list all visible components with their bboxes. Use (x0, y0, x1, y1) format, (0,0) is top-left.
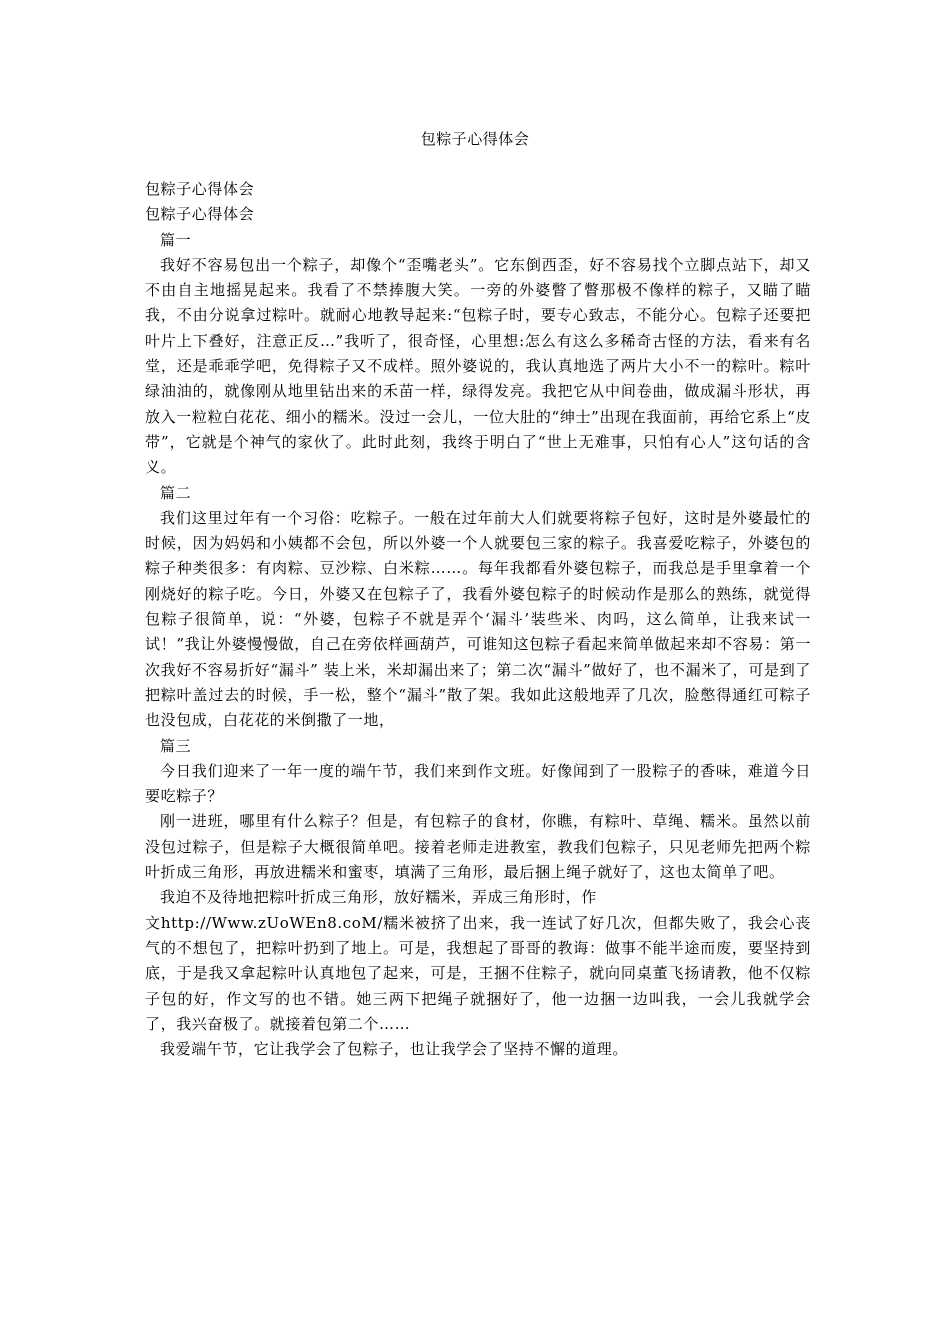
section-2-paragraph: 我们这里过年有一个习俗：吃粽子。一般在过年前大人们就要将粽子包好，这时是外婆最忙的时候，因为妈妈和小姨都不会包，所以外婆一个人就要包三家的粽子。我喜爱吃粽子，外婆包的粽子种类很多：有肉粽、豆沙粽、白米粽……。每年我都看外婆包粽子，而我总是手里拿着一个刚烧好的粽子吃。今日，外婆又在包粽子了，我看外婆包粽子的时候动作是那么的熟练，就觉得包粽子很简单，说：“外婆，包粽子不就是弄个‘漏斗’装些米、肉吗，这么简单，让我来试一试！”我让外婆慢慢做，自己在旁依样画葫芦，可谁知这包粽子看起来简单做起来却不容易：第一次我好不容易折好“漏斗” 装上米，米却漏出来了；第二次“漏斗”做好了，也不漏米了，可是到了把粽叶盖过去的时候，手一松，整个“漏斗”散了架。我如此这般地弄了几次，脸憋得通红可粽子也没包成，白花花的米倒撒了一地， (145, 508, 811, 730)
heading-primary: 包粽子心得体会 (145, 180, 255, 198)
section-3-paragraph-3: 我迫不及待地把粽叶折成三角形，放好糯米，弄成三角形时，作 (160, 888, 597, 907)
document-body (145, 177, 811, 1062)
section-label-1: 篇一 (160, 230, 192, 249)
section-label-2: 篇二 (160, 483, 192, 502)
section-3-paragraph-5: 我爱端午节，它让我学会了包粽子，也让我学会了坚持不懈的道理。 (160, 1040, 629, 1059)
section-3-paragraph-1: 今日我们迎来了一年一度的端午节，我们来到作文班。好像闻到了一股粽子的香味，难道今日要吃粽子？ (145, 761, 811, 806)
section-1-paragraph: 我好不容易包出一个粽子，却像个“歪嘴老头”。它东倒西歪，好不容易找个立脚点站下，却又不由自主地摇晃起来。我看了不禁捧腹大笑。一旁的外婆瞥了瞥那极不像样的粽子，又瞄了瞄我，不由分说拿过粽叶。就耐心地教导起来:“包粽子时，要专心致志，不能分心。包粽子还要把叶片上下叠好，注意正反…”我听了，很奇怪，心里想:怎么有这么多稀奇古怪的方法，看来有名堂，还是乖乖学吧，免得粽子又不成样。照外婆说的，我认真地选了两片大小不一的粽叶。粽叶绿油油的，就像刚从地里钻出来的禾苗一样，绿得发亮。我把它从中间卷曲，做成漏斗形状，再放入一粒粒白花花、细小的糯米。没过一会儿，一位大肚的“绅士”出现在我面前，再给它系上“皮带”，它就是个神气的家伙了。此时此刻，我终于明白了“世上无难事，只怕有心人”这句话的含义。 (145, 255, 811, 477)
section-3-paragraph-4: 文http://Www.zUoWEn8.coM/糯米被挤了出来，我一连试了好几次，但都失败了，我会心丧气的不想包了，把粽叶扔到了地上。可是，我想起了哥哥的教诲：做事不能半途而废，要坚持到底，于是我又拿起粽叶认真地包了起来，可是，王捆不住粽子，就向同桌董飞扬请教，他不仅粽子包的好，作文写的也不错。她三两下把绳子就捆好了，他一边捆一边叫我，一会儿我就学会了，我兴奋极了。就接着包第二个…… (145, 913, 811, 1033)
document-title: 包粽子心得体会 (420, 130, 530, 148)
section-3-paragraph-2: 刚一进班，哪里有什么粽子？但是，有包粽子的食材，你瞧，有粽叶、草绳、糯米。虽然以前没包过粽子，但是粽子大概很简单吧。接着老师走进教室，教我们包粽子，只见老师先把两个粽叶折成三角形，再放进糯米和蜜枣，填满了三角形，最后捆上绳子就好了，这也太简单了吧。 (145, 812, 811, 882)
heading-secondary: 包粽子心得体会 (145, 205, 255, 224)
section-label-3: 篇三 (160, 736, 192, 755)
